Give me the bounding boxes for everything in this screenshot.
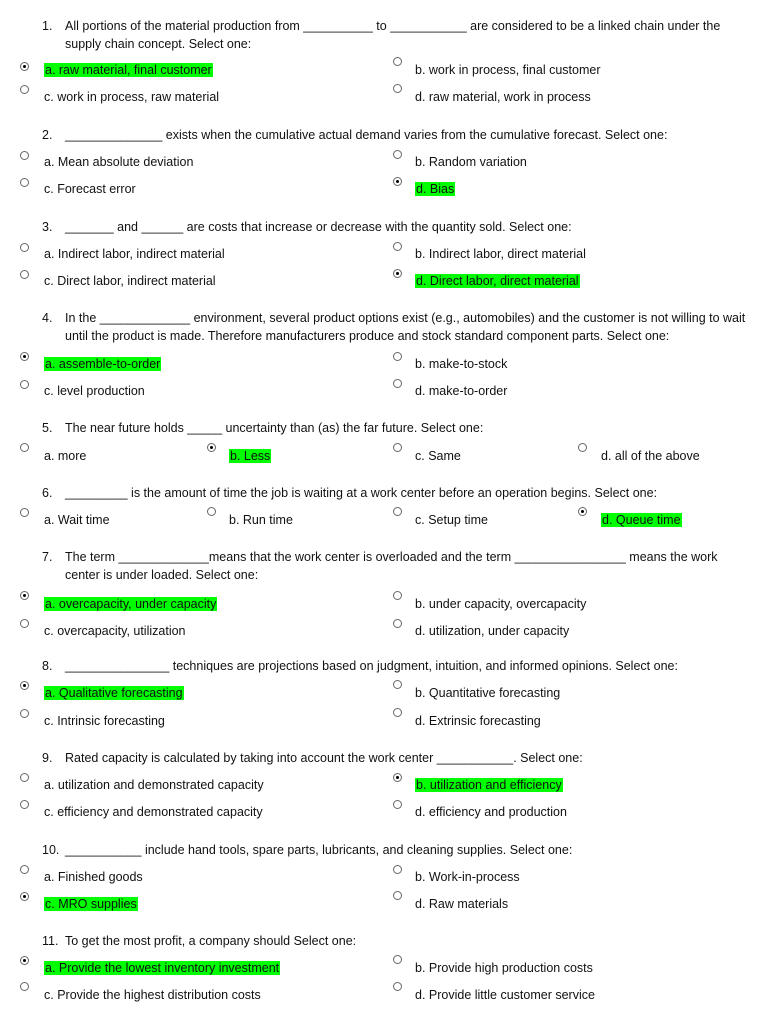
option-label: d. Bias [416,182,455,196]
radio-button[interactable] [20,681,29,690]
radio-button[interactable] [393,891,402,900]
option-label: d. all of the above [601,449,700,463]
option-label: b. Indirect labor, direct material [415,247,586,261]
radio-button[interactable] [207,507,216,516]
question-prompt: ___________ include hand tools, spare parts, lubricants, and cleaning supplies. Select one: [65,843,573,857]
option-label: c. Intrinsic forecasting [44,714,165,728]
question-number: 11. [42,934,59,948]
question-text [42,17,752,53]
question-number: 7. [42,550,53,564]
option-label: b. utilization and efficiency [416,778,562,792]
radio-button[interactable] [393,352,402,361]
option-label: c. Setup time [415,513,488,527]
question-prompt: All portions of the material production from __________ to ___________ are considered to be a linked chain under the supply chain concept. Select one: [65,19,721,51]
option-label: d. utilization, under capacity [415,624,570,638]
option-label: d. make-to-order [415,384,508,398]
radio-button[interactable] [20,982,29,991]
radio-button[interactable] [393,177,402,186]
radio-button[interactable] [393,591,402,600]
radio-button[interactable] [20,151,29,160]
question-prompt: Rated capacity is calculated by taking into account the work center ___________. Select one: [65,751,583,765]
radio-button[interactable] [20,62,29,71]
question-prompt: In the _____________ environment, several product options exist (e.g., automobiles) and the customer is not willing to wait until the product is made. Therefore manufacturers produce and stock standard component parts. Select one: [65,311,746,343]
option-label: b. make-to-stock [415,357,508,371]
question-prompt: _______ and ______ are costs that increase or decrease with the quantity sold. Select one: [65,220,572,234]
option-label: d. Extrinsic forecasting [415,714,541,728]
radio-button[interactable] [20,619,29,628]
option-label: d. Queue time [602,513,681,527]
option-label: a. Mean absolute deviation [44,155,194,169]
question-number: 8. [42,659,53,673]
question-number: 2. [42,128,53,142]
option-label: c. Same [415,449,461,463]
radio-button[interactable] [393,379,402,388]
radio-button[interactable] [20,243,29,252]
option-label: a. more [44,449,87,463]
radio-button[interactable] [393,150,402,159]
option-label: c. Provide the highest distribution costs [44,988,261,1002]
option-label: a. utilization and demonstrated capacity [44,778,264,792]
option-label: b. under capacity, overcapacity [415,597,587,611]
option-label: c. MRO supplies [45,897,137,911]
question-text [42,419,752,437]
question-text [42,309,752,345]
radio-button[interactable] [20,380,29,389]
radio-button[interactable] [578,507,587,516]
option-label: d. efficiency and production [415,805,567,819]
question-number: 6. [42,486,53,500]
option-label: c. overcapacity, utilization [44,624,186,638]
radio-button[interactable] [20,865,29,874]
radio-button[interactable] [393,269,402,278]
question-text [42,484,752,502]
option-label: a. raw material, final customer [45,63,212,77]
radio-button[interactable] [393,955,402,964]
question-number: 4. [42,311,53,325]
option-label: a. Wait time [44,513,110,527]
option-label: a. overcapacity, under capacity [45,597,217,611]
option-label: b. Less [230,449,271,463]
option-label: d. Direct labor, direct material [416,274,579,288]
radio-button[interactable] [20,270,29,279]
option-label: a. Provide the lowest inventory investment [45,961,280,975]
option-label: c. Forecast error [44,182,136,196]
question-prompt: ______________ exists when the cumulative actual demand varies from the cumulative forecast. Select one: [65,128,668,142]
option-label: b. Quantitative forecasting [415,686,561,700]
option-label: a. Finished goods [44,870,143,884]
radio-button[interactable] [207,443,216,452]
question-prompt: The term _____________means that the work center is overloaded and the term ________________ means the work center is under loaded. Select one: [65,550,718,582]
question-prompt: To get the most profit, a company should Select one: [65,934,357,948]
radio-button[interactable] [20,178,29,187]
radio-button[interactable] [393,84,402,93]
radio-button[interactable] [393,57,402,66]
question-number: 9. [42,751,53,765]
option-label: a. assemble-to-order [45,357,161,371]
radio-button[interactable] [393,680,402,689]
question-number: 1. [42,19,53,33]
option-label: c. level production [44,384,145,398]
option-label: b. Random variation [415,155,527,169]
option-label: b. Work-in-process [415,870,520,884]
radio-button[interactable] [393,773,402,782]
question-number: 3. [42,220,53,234]
radio-button[interactable] [578,443,587,452]
radio-button[interactable] [393,982,402,991]
radio-button[interactable] [20,443,29,452]
question-text [42,218,752,236]
question-prompt: The near future holds _____ uncertainty than (as) the far future. Select one: [65,421,484,435]
option-label: a. Qualitative forecasting [45,686,183,700]
option-label: c. work in process, raw material [44,90,220,104]
radio-button[interactable] [393,507,402,516]
radio-button[interactable] [393,865,402,874]
question-number: 5. [42,421,53,435]
option-label: d. Provide little customer service [415,988,595,1002]
question-text [42,841,752,859]
option-label: b. work in process, final customer [415,63,601,77]
option-label: a. Indirect labor, indirect material [44,247,225,261]
radio-button[interactable] [20,773,29,782]
radio-button[interactable] [393,708,402,717]
option-label: d. Raw materials [415,897,509,911]
question-text [42,548,752,584]
radio-button[interactable] [20,709,29,718]
radio-button[interactable] [393,443,402,452]
question-prompt: _________ is the amount of time the job is waiting at a work center before an operation begins. Select one: [65,486,658,500]
radio-button[interactable] [20,800,29,809]
question-text [42,657,752,675]
question-text [42,932,752,950]
radio-button[interactable] [393,800,402,809]
question-text [42,126,752,144]
radio-button[interactable] [20,85,29,94]
question-prompt: _______________ techniques are projections based on judgment, intuition, and informed opinions. Select one: [65,659,678,673]
option-label: b. Provide high production costs [415,961,593,975]
radio-button[interactable] [393,242,402,251]
radio-button[interactable] [20,591,29,600]
option-label: d. raw material, work in process [415,90,591,104]
question-number: 10. [42,843,60,857]
radio-button[interactable] [20,892,29,901]
option-label: b. Run time [229,513,293,527]
option-label: c. efficiency and demonstrated capacity [44,805,263,819]
radio-button[interactable] [393,619,402,628]
question-text [42,749,752,767]
radio-button[interactable] [20,956,29,965]
radio-button[interactable] [20,352,29,361]
option-label: c. Direct labor, indirect material [44,274,216,288]
radio-button[interactable] [20,508,29,517]
